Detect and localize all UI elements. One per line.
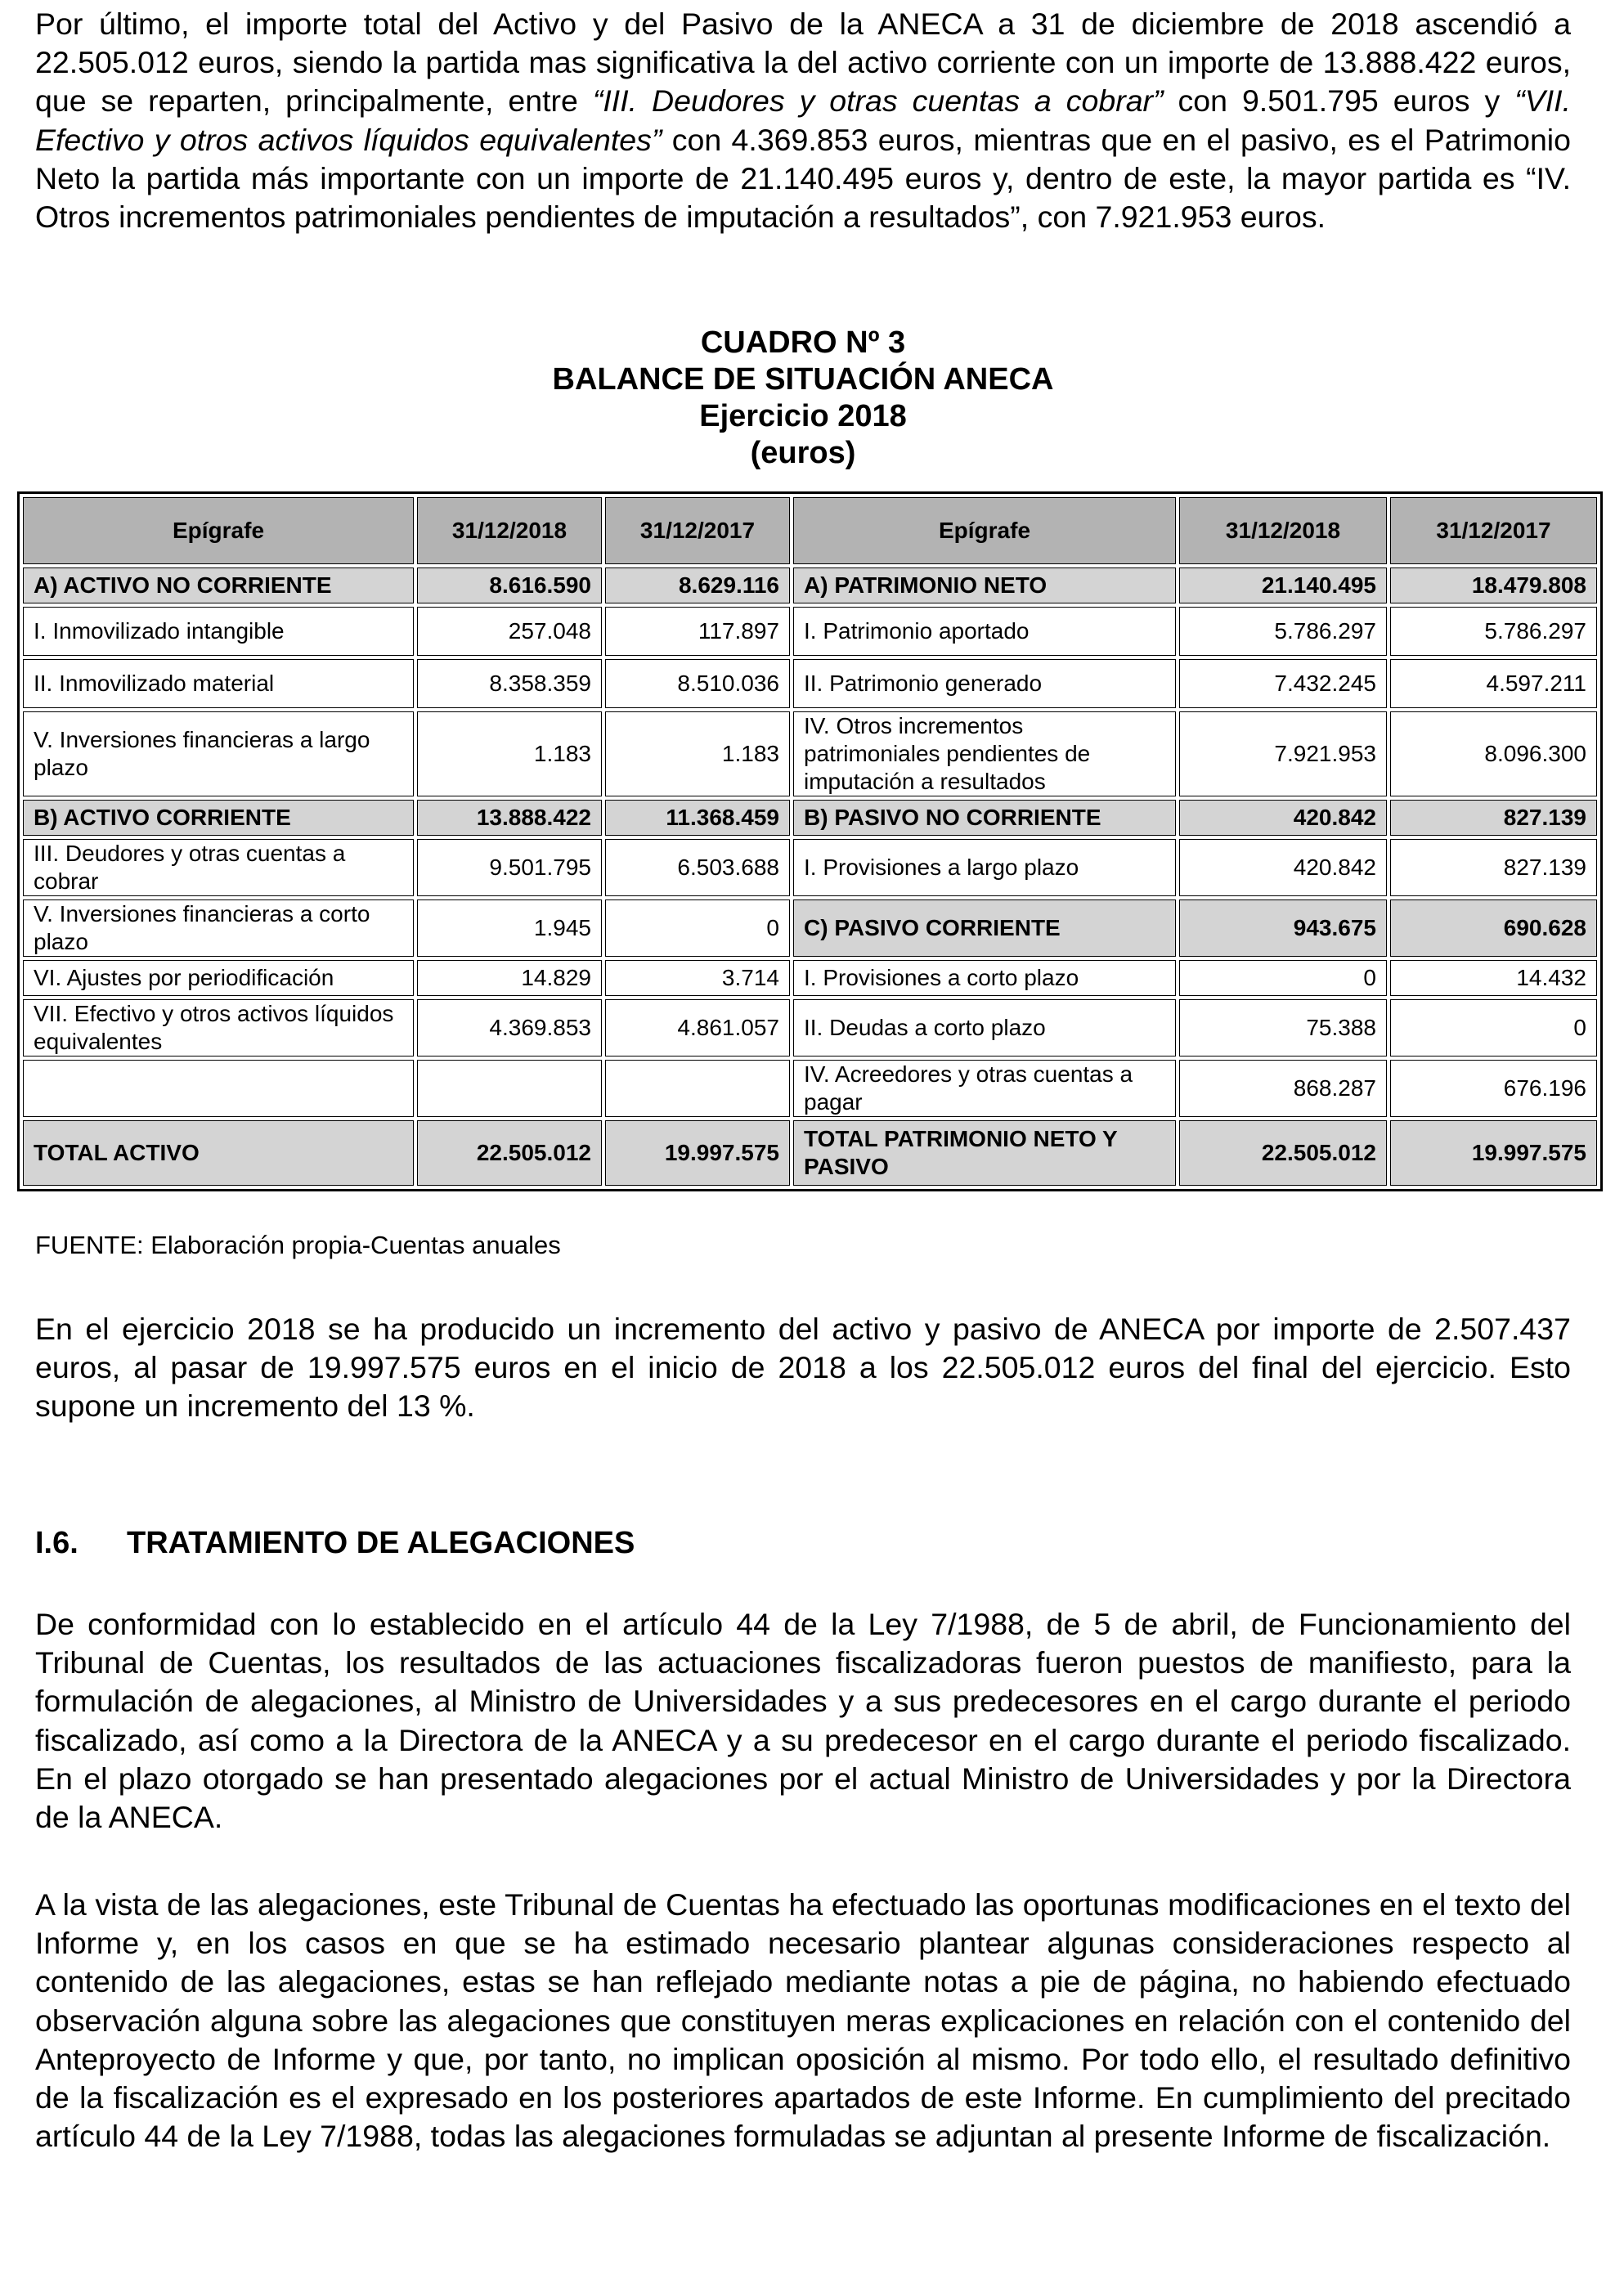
cell-pasivo-2017: 5.786.297 xyxy=(1390,607,1597,656)
cell-pasivo-2018: 7.921.953 xyxy=(1179,711,1387,796)
cell-pasivo-2018: 5.786.297 xyxy=(1179,607,1387,656)
table-row xyxy=(23,899,1597,957)
table-row xyxy=(23,659,1597,708)
caption-line-4: (euros) xyxy=(750,436,856,470)
cell-activo-2018: 1.945 xyxy=(417,899,602,957)
cell-pasivo-2017: 19.997.575 xyxy=(1390,1120,1597,1186)
cell-pasivo-epigrafe: I. Provisiones a corto plazo xyxy=(793,960,1176,996)
section-number: I.6. xyxy=(35,1526,79,1560)
alegaciones-paragraph-2: A la vista de las alegaciones, este Tribunal de Cuentas ha efectuado las oportunas modificaciones en el texto del Informe y, en los casos en que se ha estimado necesario plantear algunas consideraciones respecto al contenido de las alegaciones, estas se han reflejado mediante notas a pie de página, no habiendo efectuado observación alguna sobre las alegaciones que constituyen meras explicaciones en relación con el contenido del Anteproyecto de Informe y que, por tanto, no implican oposición al mismo. Por todo ello, el resultado definitivo de la fiscalización es el expresado en los posteriores apartados de este Informe. En cumplimiento del precitado artículo 44 de la Ley 7/1988, todas las alegaciones formuladas se adjuntan al presente Informe de fiscalización. xyxy=(35,1887,1571,2154)
table-row xyxy=(23,711,1597,796)
cell-activo-2017: 0 xyxy=(605,899,790,957)
intro-text-a: Por último, el importe total del Activo y del Pasivo de la ANECA a 31 de diciembre de 2018 ascendió a 22.505.012 euros, siendo la partida mas significativa la del activo corriente con un importe de 13.888.422 euros, que se reparten, principalmente, entre xyxy=(35,7,1571,119)
cell-activo-2017: 8.629.116 xyxy=(605,568,790,603)
cell-activo-epigrafe: B) ACTIVO CORRIENTE xyxy=(23,800,414,836)
cell-pasivo-epigrafe: C) PASIVO CORRIENTE xyxy=(793,899,1176,957)
cell-pasivo-2018: 420.842 xyxy=(1179,800,1387,836)
cell-pasivo-2018: 420.842 xyxy=(1179,839,1387,896)
cell-activo-2018: 8.358.359 xyxy=(417,659,602,708)
cell-activo-2018: 4.369.853 xyxy=(417,999,602,1056)
cell-activo-epigrafe: V. Inversiones financieras a largo plazo xyxy=(23,711,414,796)
table-row xyxy=(23,568,1597,603)
table-row xyxy=(23,607,1597,656)
table-source: FUENTE: Elaboración propia-Cuentas anuales xyxy=(35,1231,561,1259)
cell-activo-2017: 3.714 xyxy=(605,960,790,996)
header-activo-2018: 31/12/2018 xyxy=(417,497,602,564)
cell-pasivo-2018: 7.432.245 xyxy=(1179,659,1387,708)
cell-pasivo-2018: 75.388 xyxy=(1179,999,1387,1056)
caption-line-1: CUADRO Nº 3 xyxy=(700,325,906,360)
cell-pasivo-epigrafe: TOTAL PATRIMONIO NETO Y PASIVO xyxy=(793,1120,1176,1186)
cell-pasivo-2017: 827.139 xyxy=(1390,800,1597,836)
cell-pasivo-epigrafe: IV. Acreedores y otras cuentas a pagar xyxy=(793,1060,1176,1117)
table-row xyxy=(23,800,1597,836)
cell-activo-epigrafe: V. Inversiones financieras a corto plazo xyxy=(23,899,414,957)
cell-activo-epigrafe: III. Deudores y otras cuentas a cobrar xyxy=(23,839,414,896)
header-pasivo-2018: 31/12/2018 xyxy=(1179,497,1387,564)
table-row xyxy=(23,1060,1597,1117)
cell-pasivo-epigrafe: A) PATRIMONIO NETO xyxy=(793,568,1176,603)
cell-activo-2018: 13.888.422 xyxy=(417,800,602,836)
cell-activo-2018: 1.183 xyxy=(417,711,602,796)
table-row xyxy=(23,999,1597,1056)
cell-pasivo-2017: 14.432 xyxy=(1390,960,1597,996)
cell-pasivo-2017: 8.096.300 xyxy=(1390,711,1597,796)
section-title: TRATAMIENTO DE ALEGACIONES xyxy=(127,1526,635,1560)
cell-pasivo-2017: 0 xyxy=(1390,999,1597,1056)
cell-pasivo-2018: 22.505.012 xyxy=(1179,1120,1387,1186)
cell-activo-epigrafe: VI. Ajustes por periodificación xyxy=(23,960,414,996)
cell-pasivo-epigrafe: I. Patrimonio aportado xyxy=(793,607,1176,656)
cell-activo-2018: 9.501.795 xyxy=(417,839,602,896)
header-epigrafe-pasivo: Epígrafe xyxy=(793,497,1176,564)
cell-activo-2017: 11.368.459 xyxy=(605,800,790,836)
alegaciones-paragraph-1: De conformidad con lo establecido en el artículo 44 de la Ley 7/1988, de 5 de abril, de Funcionamiento del Tribunal de Cuentas, los resultados de las actuaciones fiscalizadoras fueron puestos de manifiesto, para la formulación de alegaciones, al Ministro de Universidades y a sus predecesores en el cargo durante el periodo fiscalizado, así como a la Directora de la ANECA y a su predecesor en el cargo durante el periodo fiscalizado. En el plazo otorgado se han presentado alegaciones por el actual Ministro de Universidades y por la Directora de la ANECA. xyxy=(35,1607,1571,1835)
header-epigrafe-activo: Epígrafe xyxy=(23,497,414,564)
cell-activo-2018 xyxy=(417,1060,602,1117)
intro-paragraph xyxy=(35,5,1571,236)
intro-quote-efectivo: “VII. Efectivo y otros activos líquidos equivalentes” xyxy=(35,83,1571,157)
cell-activo-2018: 22.505.012 xyxy=(417,1120,602,1186)
cell-pasivo-2017: 4.597.211 xyxy=(1390,659,1597,708)
table-body xyxy=(23,568,1597,1186)
intro-quote-deudores: “III. Deudores y otras cuentas a cobrar” xyxy=(592,83,1164,119)
header-activo-2017: 31/12/2017 xyxy=(605,497,790,564)
caption-line-2: BALANCE DE SITUACIÓN ANECA xyxy=(552,362,1054,397)
cell-activo-epigrafe: TOTAL ACTIVO xyxy=(23,1120,414,1186)
cell-pasivo-epigrafe: II. Deudas a corto plazo xyxy=(793,999,1176,1056)
cell-activo-2017: 4.861.057 xyxy=(605,999,790,1056)
cell-pasivo-epigrafe: I. Provisiones a largo plazo xyxy=(793,839,1176,896)
cell-pasivo-2018: 21.140.495 xyxy=(1179,568,1387,603)
cell-pasivo-epigrafe: B) PASIVO NO CORRIENTE xyxy=(793,800,1176,836)
table-row xyxy=(23,1120,1597,1186)
intro-text-c: con 9.501.795 euros y xyxy=(1163,83,1515,119)
cell-activo-epigrafe: I. Inmovilizado intangible xyxy=(23,607,414,656)
caption-line-3: Ejercicio 2018 xyxy=(699,399,907,433)
table-row xyxy=(23,960,1597,996)
cell-activo-2018: 14.829 xyxy=(417,960,602,996)
cell-activo-epigrafe xyxy=(23,1060,414,1117)
balance-table xyxy=(17,491,1603,1191)
header-pasivo-2017: 31/12/2017 xyxy=(1390,497,1597,564)
cell-pasivo-2017: 827.139 xyxy=(1390,839,1597,896)
balance-table-wrapper xyxy=(17,491,1595,1191)
cell-pasivo-2017: 690.628 xyxy=(1390,899,1597,957)
cell-activo-2017: 8.510.036 xyxy=(605,659,790,708)
table-caption xyxy=(35,325,1571,472)
cell-pasivo-epigrafe: IV. Otros incrementos patrimoniales pendientes de imputación a resultados xyxy=(793,711,1176,796)
table-row xyxy=(23,839,1597,896)
table-header-row xyxy=(23,497,1597,564)
cell-activo-2018: 257.048 xyxy=(417,607,602,656)
section-heading xyxy=(35,1524,635,1562)
cell-pasivo-2017: 18.479.808 xyxy=(1390,568,1597,603)
cell-activo-2017 xyxy=(605,1060,790,1117)
cell-activo-2017: 19.997.575 xyxy=(605,1120,790,1186)
increment-paragraph: En el ejercicio 2018 se ha producido un incremento del activo y pasivo de ANECA por importe de 2.507.437 euros, al pasar de 19.997.575 euros en el inicio de 2018 a los 22.505.012 euros del final del ejercicio. Esto supone un incremento del 13 %. xyxy=(35,1312,1571,1424)
cell-pasivo-2017: 676.196 xyxy=(1390,1060,1597,1117)
cell-activo-2017: 1.183 xyxy=(605,711,790,796)
cell-activo-2017: 117.897 xyxy=(605,607,790,656)
cell-activo-epigrafe: A) ACTIVO NO CORRIENTE xyxy=(23,568,414,603)
cell-activo-2017: 6.503.688 xyxy=(605,839,790,896)
cell-pasivo-2018: 0 xyxy=(1179,960,1387,996)
cell-pasivo-2018: 868.287 xyxy=(1179,1060,1387,1117)
cell-pasivo-2018: 943.675 xyxy=(1179,899,1387,957)
cell-pasivo-epigrafe: II. Patrimonio generado xyxy=(793,659,1176,708)
cell-activo-epigrafe: VII. Efectivo y otros activos líquidos equivalentes xyxy=(23,999,414,1056)
intro-text-e: con 4.369.853 euros, mientras que en el pasivo, es el Patrimonio Neto la partida más importante con un importe de 21.140.495 euros y, dentro de este, la mayor partida es “IV. Otros incrementos patrimoniales pendientes de imputación a resultados”, con 7.921.953 euros. xyxy=(35,122,1571,235)
cell-activo-epigrafe: II. Inmovilizado material xyxy=(23,659,414,708)
cell-activo-2018: 8.616.590 xyxy=(417,568,602,603)
